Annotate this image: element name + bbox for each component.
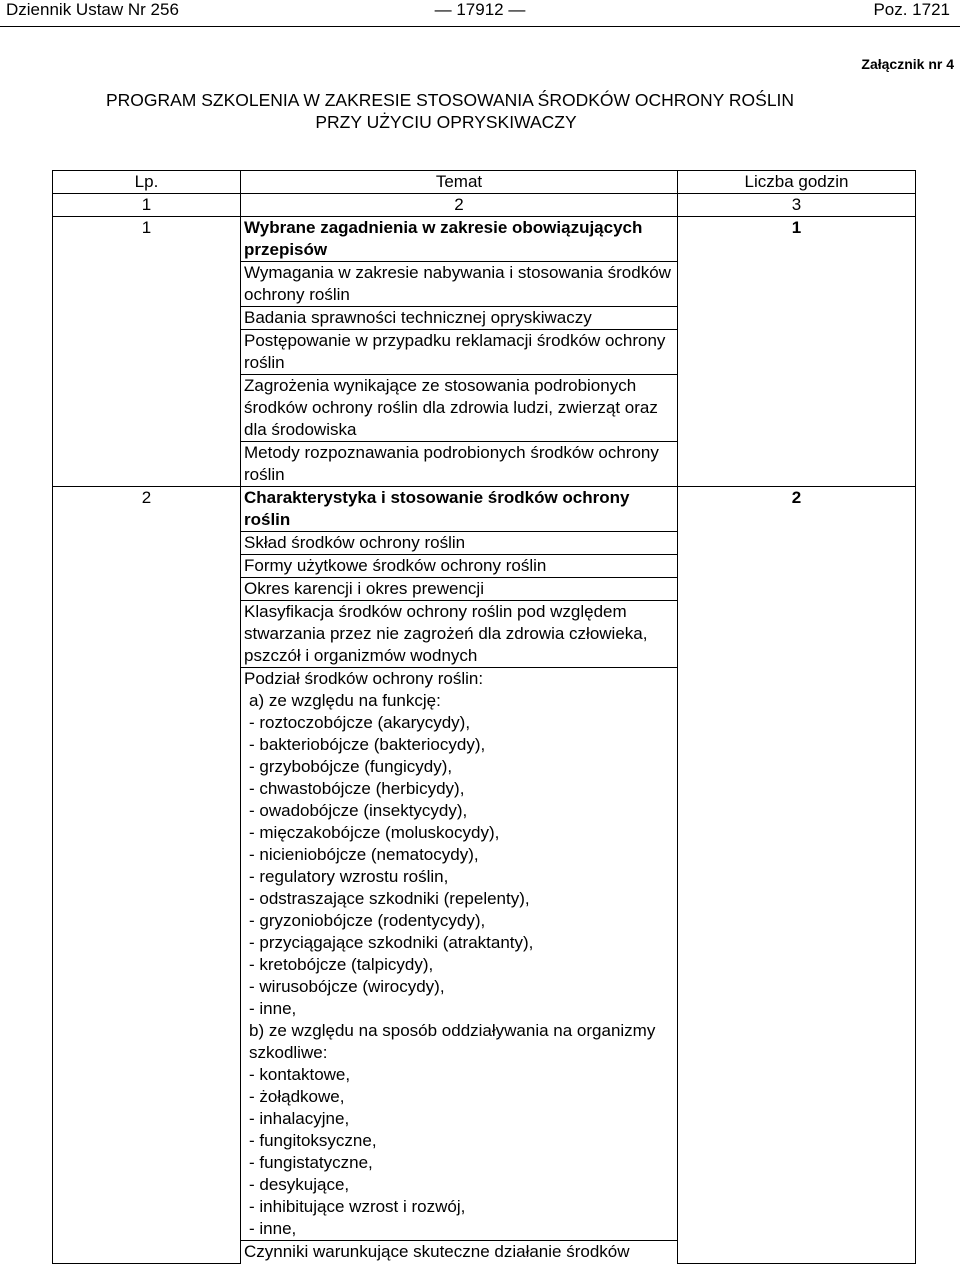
header-hours: Liczba godzin bbox=[678, 171, 916, 194]
list-item: - inhibitujące wzrost i rozwój, bbox=[249, 1197, 466, 1216]
list-item: - inhalacyjne, bbox=[249, 1109, 350, 1128]
section-2-topic: Formy użytkowe środków ochrony roślin bbox=[241, 555, 678, 578]
section-1-topic: Badania sprawności technicznej opryskiwaczy bbox=[241, 307, 678, 330]
column-number-2: 2 bbox=[241, 194, 678, 217]
list-item: - fungitoksyczne, bbox=[249, 1131, 377, 1150]
header-lp: Lp. bbox=[53, 171, 241, 194]
section-1-topic: Wymagania w zakresie nabywania i stosowania środków ochrony roślin bbox=[241, 262, 678, 307]
division-b-label: b) ze względu na sposób oddziaływania na organizmy szkodliwe: bbox=[249, 1021, 656, 1062]
list-item: - inne, bbox=[249, 999, 297, 1018]
journal-name: Dziennik Ustaw Nr 256 bbox=[6, 0, 179, 19]
list-item: - desykujące, bbox=[249, 1175, 350, 1194]
column-number-3: 3 bbox=[678, 194, 916, 217]
page-header bbox=[0, 0, 960, 24]
table-row bbox=[53, 487, 916, 532]
division-a-label: a) ze względu na funkcję: bbox=[249, 691, 441, 710]
list-item: - inne, bbox=[249, 1219, 297, 1238]
section-1-topic: Postępowanie w przypadku reklamacji środków ochrony roślin bbox=[241, 330, 678, 375]
list-item: - chwastobójcze (herbicydy), bbox=[249, 779, 465, 798]
list-item: - kontaktowe, bbox=[249, 1065, 351, 1084]
document-title bbox=[0, 89, 960, 133]
table-header-row bbox=[53, 171, 916, 194]
header-divider bbox=[0, 26, 960, 27]
page-number: — 17912 — bbox=[434, 0, 526, 19]
column-number-1: 1 bbox=[53, 194, 241, 217]
section-2-topic: Czynniki warunkujące skuteczne działanie środków bbox=[241, 1241, 678, 1264]
position-number: Poz. 1721 bbox=[873, 0, 950, 19]
list-item: - grzybobójcze (fungicydy), bbox=[249, 757, 453, 776]
list-item: - roztoczobójcze (akarycydy), bbox=[249, 713, 471, 732]
section-2-lp: 2 bbox=[53, 487, 241, 1264]
section-1-topic: Zagrożenia wynikające ze stosowania podrobionych środków ochrony roślin dla zdrowia ludzi, zwierząt oraz dla środowiska bbox=[241, 375, 678, 442]
list-item: - żołądkowe, bbox=[249, 1087, 345, 1106]
section-1-topic: Metody rozpoznawania podrobionych środków ochrony roślin bbox=[241, 442, 678, 487]
title-line-2: PRZY UŻYCIU OPRYSKIWACZY bbox=[315, 112, 577, 132]
list-item: - gryzoniobójcze (rodentycydy), bbox=[249, 911, 486, 930]
section-2-heading: Charakterystyka i stosowanie środków ochrony roślin bbox=[241, 487, 678, 532]
list-item: - kretobójcze (talpicydy), bbox=[249, 955, 434, 974]
header-topic: Temat bbox=[241, 171, 678, 194]
section-2-topic: Klasyfikacja środków ochrony roślin pod względem stwarzania przez nie zagrożeń dla zdrowia człowieka, pszczół i organizmów wodnych bbox=[241, 601, 678, 668]
section-1-hours: 1 bbox=[678, 217, 916, 487]
column-number-row bbox=[53, 194, 916, 217]
list-item: - bakteriobójcze (bakteriocydy), bbox=[249, 735, 486, 754]
title-line-1: PROGRAM SZKOLENIA W ZAKRESIE STOSOWANIA ŚRODKÓW OCHRONY ROŚLIN bbox=[105, 90, 795, 110]
list-item: - przyciągające szkodniki (atraktanty), bbox=[249, 933, 534, 952]
annex-label: Załącznik nr 4 bbox=[861, 56, 954, 72]
section-2-topic: Okres karencji i okres prewencji bbox=[241, 578, 678, 601]
list-item: - mięczakobójcze (moluskocydy), bbox=[249, 823, 500, 842]
list-item: - nicieniobójcze (nematocydy), bbox=[249, 845, 479, 864]
section-1-lp: 1 bbox=[53, 217, 241, 487]
division-cell bbox=[241, 668, 678, 1241]
section-2-topic: Skład środków ochrony roślin bbox=[241, 532, 678, 555]
training-program-table bbox=[52, 170, 916, 1264]
table-row bbox=[53, 217, 916, 262]
division-list bbox=[244, 690, 674, 1240]
list-item: - wirusobójcze (wirocydy), bbox=[249, 977, 445, 996]
section-2-hours: 2 bbox=[678, 487, 916, 1264]
section-1-heading: Wybrane zagadnienia w zakresie obowiązujących przepisów bbox=[241, 217, 678, 262]
list-item: - owadobójcze (insektycydy), bbox=[249, 801, 468, 820]
list-item: - regulatory wzrostu roślin, bbox=[249, 867, 449, 886]
division-title: Podział środków ochrony roślin: bbox=[244, 669, 484, 688]
list-item: - fungistatyczne, bbox=[249, 1153, 373, 1172]
list-item: - odstraszające szkodniki (repelenty), bbox=[249, 889, 530, 908]
